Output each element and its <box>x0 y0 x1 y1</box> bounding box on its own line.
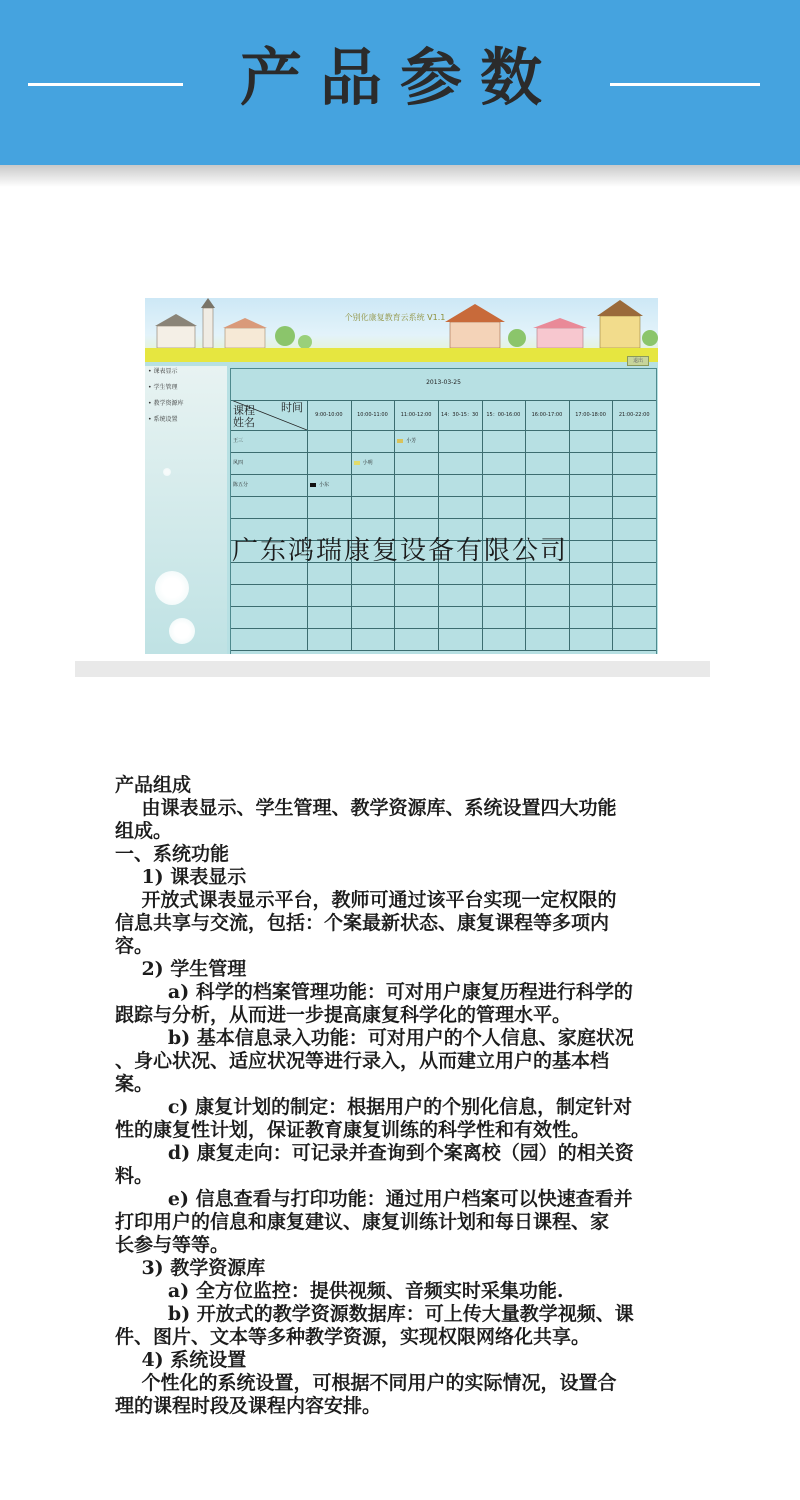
grid-row-line <box>231 496 656 497</box>
course-entry[interactable]: 小芳 <box>406 438 417 444</box>
app-title: 个别化康复教育云系统 V1.1 <box>344 313 446 322</box>
student-name: 陈五分 <box>233 482 249 488</box>
description-line: 容。 <box>115 935 154 957</box>
description-line: 料。 <box>115 1165 154 1187</box>
time-slot-header: 17:00-18:00 <box>575 412 606 418</box>
description-line: 开放式课表显示平台，教师可通过该平台实现一定权限的 <box>115 889 617 911</box>
grid-row-line <box>231 584 656 585</box>
student-name: 风四 <box>233 460 244 466</box>
software-screenshot <box>145 298 658 654</box>
time-slot-header: 15：00-16:00 <box>486 412 521 418</box>
course-color-marker <box>397 439 403 443</box>
grid-col-line <box>351 400 352 650</box>
time-slot-header: 14：30-15：30 <box>441 412 479 418</box>
screenshot-header <box>145 298 658 360</box>
student-name: 王三 <box>233 438 244 444</box>
grid-row-line <box>231 452 656 453</box>
grid-col-line <box>307 400 308 650</box>
description-line: b) 基本信息录入功能：可对用户的个人信息、家庭状况 <box>115 1027 634 1049</box>
grid-row-line <box>231 650 656 651</box>
description-line: a) 科学的档案管理功能：可对用户康复历程进行科学的 <box>115 981 633 1003</box>
schedule-table <box>230 368 657 654</box>
description-text <box>115 774 755 1418</box>
time-slot-header: 11:00-12:00 <box>400 412 432 418</box>
grid-col-line <box>438 400 439 650</box>
grid-col-line <box>482 400 483 650</box>
flower-decoration <box>155 571 189 605</box>
corner-label-course: 课程 <box>233 404 255 417</box>
description-line: 一、系统功能 <box>115 843 230 865</box>
flower-decoration <box>169 618 195 644</box>
description-line: 长参与等等。 <box>115 1234 230 1256</box>
grid-col-line <box>394 400 395 650</box>
description-line: 4) 系统设置 <box>115 1349 247 1371</box>
description-line: 件、图片、文本等多种教学资源，实现权限网络化共享。 <box>115 1326 591 1348</box>
course-color-marker <box>310 483 316 487</box>
description-line: 、身心状况、适应状况等进行录入，从而建立用户的基本档 <box>115 1050 610 1072</box>
description-line: 组成。 <box>115 820 173 842</box>
description-line: 由课表显示、学生管理、教学资源库、系统设置四大功能 <box>115 797 617 819</box>
image-caption-bar <box>75 661 710 677</box>
description-line: d) 康复走向：可记录并查询到个案离校（园）的相关资 <box>115 1142 634 1164</box>
course-entry[interactable]: 小东 <box>319 482 330 488</box>
header-ground-strip <box>145 348 658 362</box>
description-line: 1) 课表显示 <box>115 866 247 888</box>
grid-row-line <box>231 474 656 475</box>
description-line: 个性化的系统设置，可根据不同用户的实际情况，设置合 <box>115 1372 617 1394</box>
grid-row-line <box>231 430 656 431</box>
grid-col-line <box>612 400 613 650</box>
company-watermark: 广东鸿瑞康复设备有限公司 <box>231 536 568 566</box>
description-line: c) 康复计划的制定：根据用户的个别化信息，制定针对 <box>115 1096 633 1118</box>
grid-row-line <box>231 518 656 519</box>
description-line: 案。 <box>115 1073 154 1095</box>
description-line: 3) 教学资源库 <box>115 1257 266 1279</box>
banner-shadow <box>0 165 800 187</box>
description-line: 产品组成 <box>115 774 192 796</box>
schedule-date: 2013-03-25 <box>426 379 461 386</box>
corner-label-time: 时间 <box>281 401 303 414</box>
sidebar-item-settings[interactable]: • 系统设置 <box>148 416 178 423</box>
grid-col-line <box>569 400 570 650</box>
banner-right-rule <box>610 83 760 86</box>
time-slot-header: 16:00-17:00 <box>531 412 563 418</box>
description-line: 信息共享与交流，包括：个案最新状态、康复课程等多项内 <box>115 912 610 934</box>
corner-diagonal <box>231 400 307 430</box>
grid-row-line <box>231 606 656 607</box>
sidebar-item-schedule[interactable]: • 课表显示 <box>148 368 178 375</box>
description-line: 2) 学生管理 <box>115 958 247 980</box>
description-line: b) 开放式的教学资源数据库：可上传大量教学视频、课 <box>115 1303 634 1325</box>
grid-row-line <box>231 628 656 629</box>
grid-row-line <box>231 400 656 401</box>
description-line: 打印用户的信息和康复建议、康复训练计划和每日课程、家 <box>115 1211 610 1233</box>
course-entry[interactable]: 小明 <box>362 460 373 466</box>
time-slot-header: 9:00-10:00 <box>315 412 343 418</box>
time-slot-header: 21:00-22:00 <box>618 412 650 418</box>
description-line: 理的课程时段及课程内容安排。 <box>115 1395 382 1417</box>
description-line: a) 全方位监控：提供视频、音频实时采集功能. <box>115 1280 564 1302</box>
corner-label-name: 姓名 <box>233 416 255 429</box>
page-title: 产品参数 <box>239 41 560 114</box>
header-banner <box>0 0 800 165</box>
description-line: e) 信息查看与打印功能：通过用户档案可以快速查看并 <box>115 1188 633 1210</box>
sidebar-item-students[interactable]: • 学生管理 <box>148 384 178 391</box>
banner-left-rule <box>28 83 183 86</box>
description-line: 性的康复性计划，保证教育康复训练的科学性和有效性。 <box>115 1119 591 1141</box>
flower-decoration <box>163 468 171 476</box>
course-color-marker <box>354 461 360 465</box>
description-line: 跟踪与分析，从而进一步提高康复科学化的管理水平。 <box>115 1004 572 1026</box>
screenshot-sidebar <box>145 366 227 654</box>
sidebar-item-resources[interactable]: • 教学资源库 <box>148 400 184 407</box>
grid-col-line <box>525 400 526 650</box>
logout-button[interactable]: 退出 <box>627 356 649 366</box>
time-slot-header: 10:00-11:00 <box>357 412 388 418</box>
